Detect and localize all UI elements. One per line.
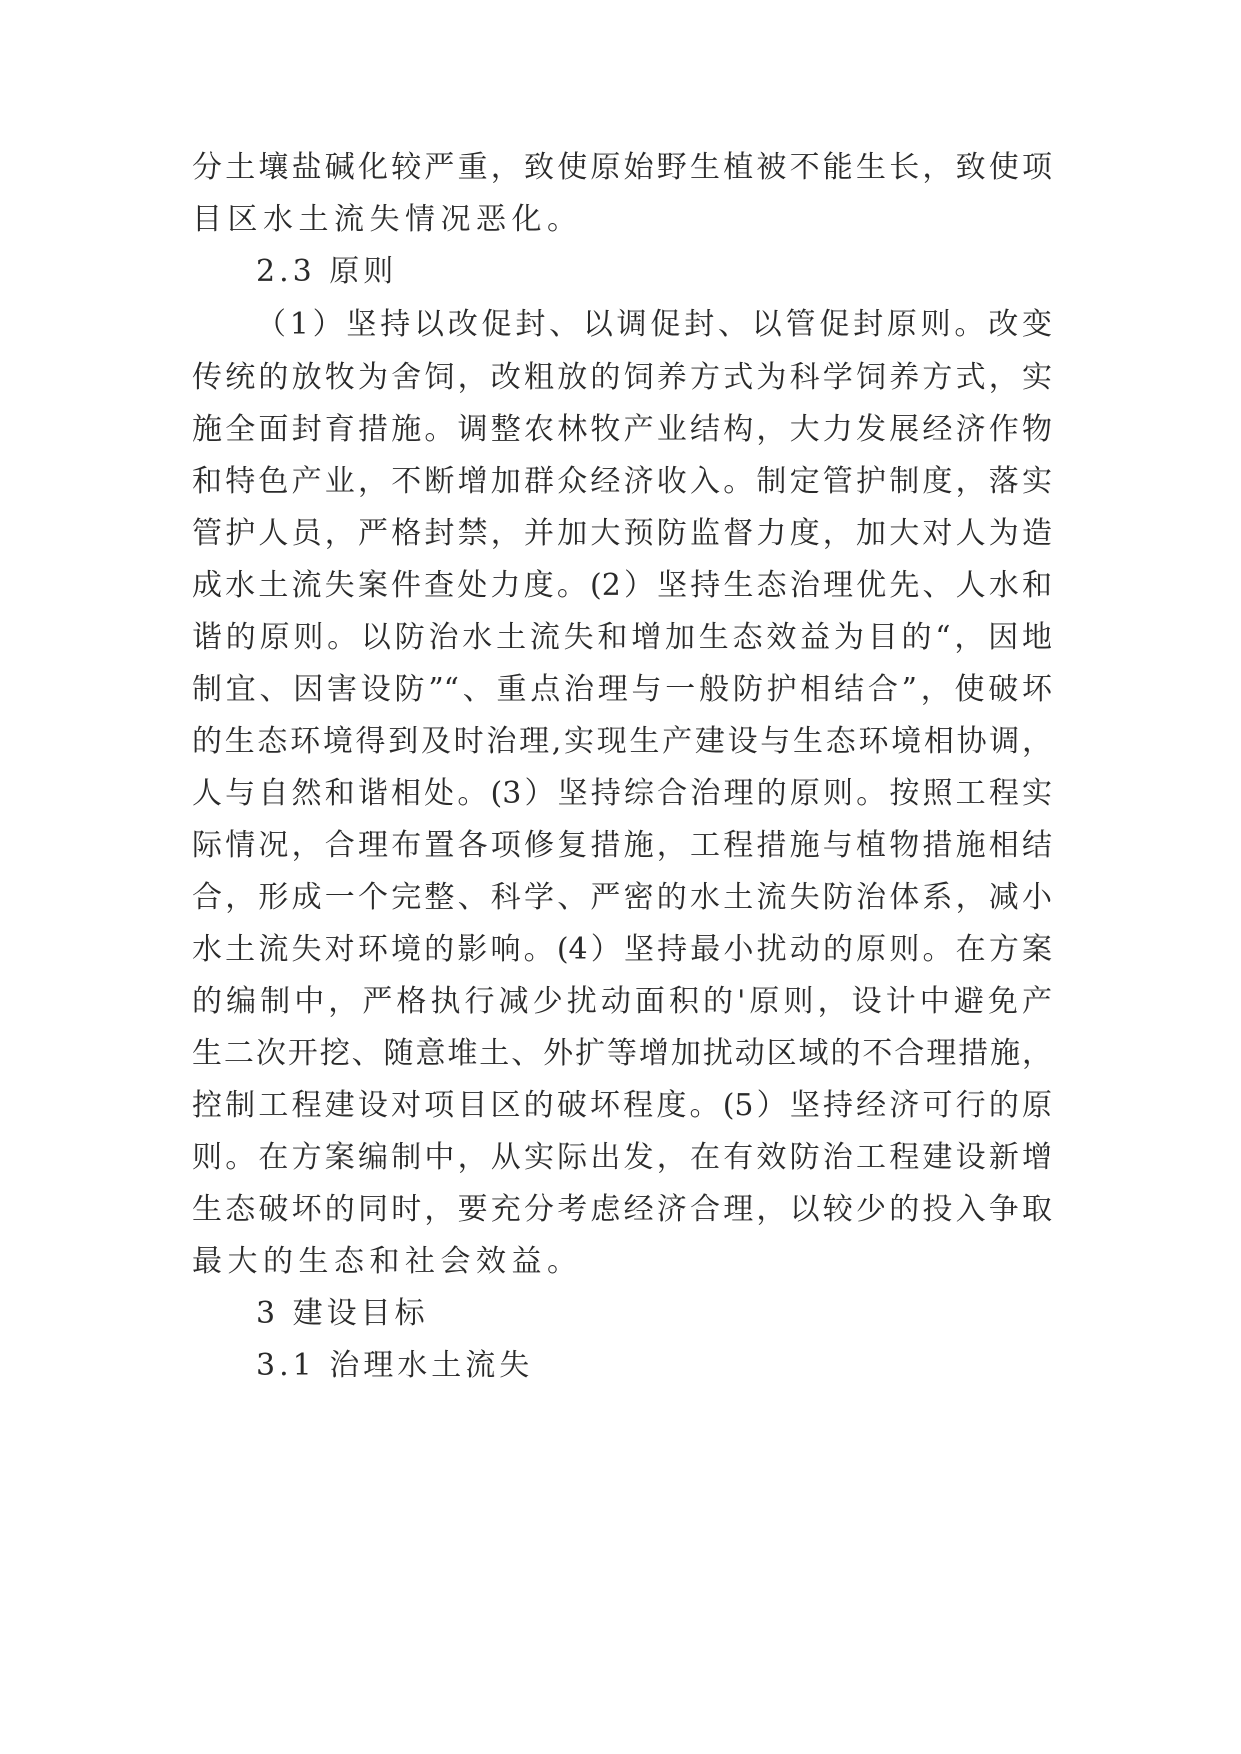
body-text-line: 生态破坏的同时，要充分考虑经济合理，以较少的投入争取 <box>192 1192 1052 1227</box>
section-heading-2-3: 2.3 原则 <box>256 254 398 289</box>
body-text-line: 目区水土流失情况恶化。 <box>192 202 583 237</box>
section-heading-3-1: 3.1 治理水土流失 <box>256 1348 534 1383</box>
body-text-line: 际情况，合理布置各项修复措施，工程措施与植物措施相结 <box>192 828 1052 863</box>
body-text-line: 控制工程建设对项目区的破坏程度。(5）坚持经济可行的原 <box>192 1088 1052 1123</box>
body-text-line: 生二次开挖、随意堆土、外扩等增加扰动区域的不合理措施， <box>192 1036 1052 1071</box>
body-text-line: 施全面封育措施。调整农林牧产业结构，大力发展经济作物 <box>192 412 1052 447</box>
body-text-line: 最大的生态和社会效益。 <box>192 1244 583 1279</box>
body-text-line: 成水土流失案件查处力度。(2）坚持生态治理优先、人水和 <box>192 568 1052 603</box>
body-text-line: 传统的放牧为舍饲，改粗放的饲养方式为科学饲养方式，实 <box>192 360 1052 395</box>
body-text-line: 人与自然和谐相处。(3）坚持综合治理的原则。按照工程实 <box>192 776 1052 811</box>
body-text-line: 的编制中，严格执行减少扰动面积的'原则，设计中避免产 <box>192 984 1052 1019</box>
body-text-line: 制宜、因害设防”“、重点治理与一般防护相结合”，使破坏 <box>192 672 1052 707</box>
body-text-line: 分土壤盐碱化较严重，致使原始野生植被不能生长，致使项 <box>192 150 1052 185</box>
body-text-line: 和特色产业，不断增加群众经济收入。制定管护制度，落实 <box>192 464 1052 499</box>
body-text-line: 则。在方案编制中，从实际出发，在有效防治工程建设新增 <box>192 1140 1052 1175</box>
section-heading-3: 3 建设目标 <box>256 1296 429 1331</box>
body-text-line: 谐的原则。以防治水土流失和增加生态效益为目的“，因地 <box>192 620 1052 655</box>
body-text-line: 管护人员，严格封禁，并加大预防监督力度，加大对人为造 <box>192 516 1052 551</box>
body-text-line: 水土流失对环境的影响。(4）坚持最小扰动的原则。在方案 <box>192 932 1052 967</box>
body-text-line: 合，形成一个完整、科学、严密的水土流失防治体系，减小 <box>192 880 1052 915</box>
body-text-line: 的生态环境得到及时治理,实现生产建设与生态环境相协调， <box>192 724 1052 759</box>
body-text-line: （1）坚持以改促封、以调促封、以管促封原则。改变 <box>256 307 1052 342</box>
